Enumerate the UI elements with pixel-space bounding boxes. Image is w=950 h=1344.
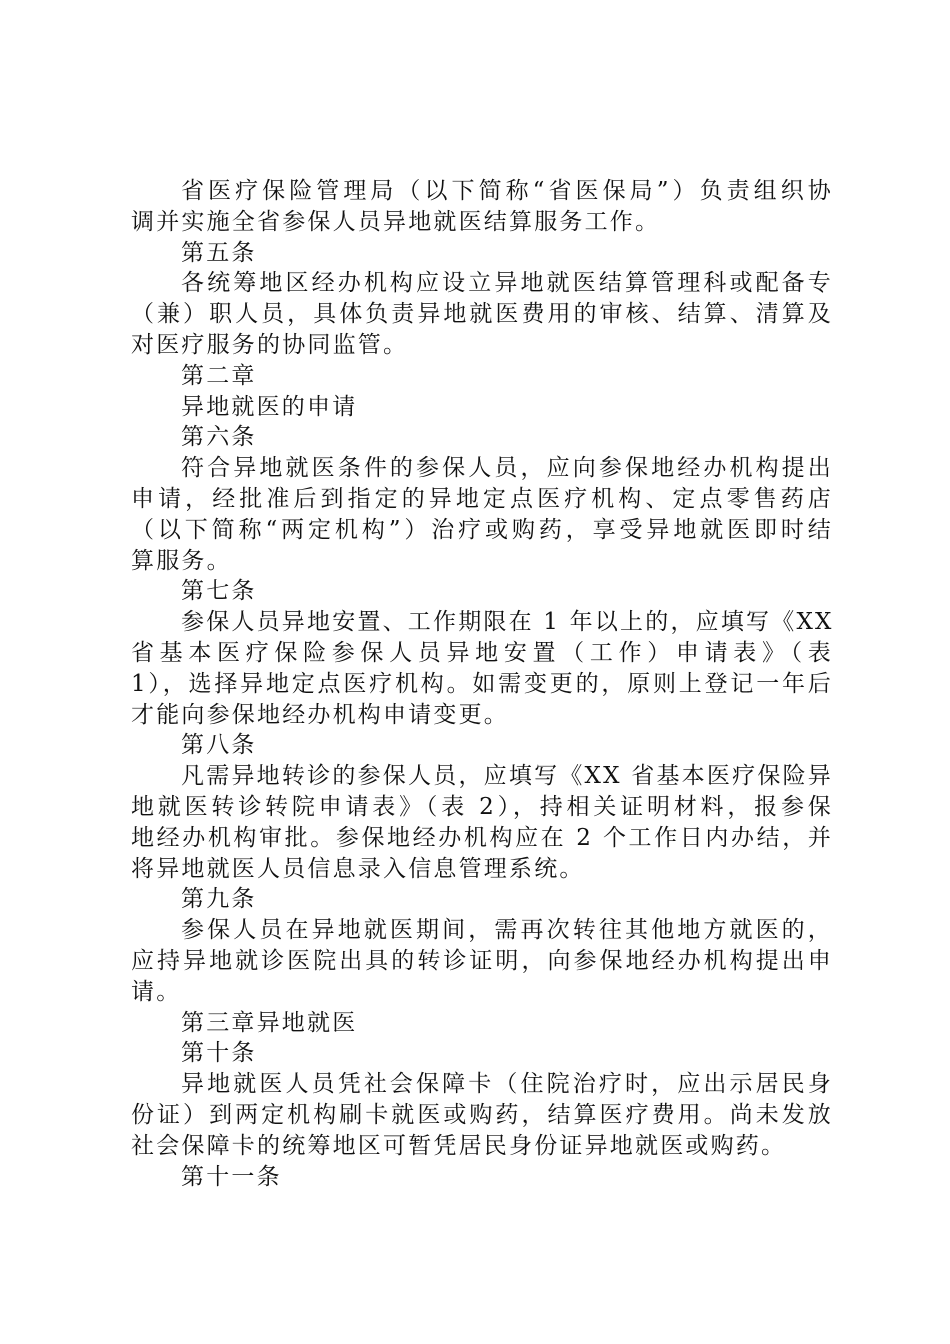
text-line: 1），选择异地定点医疗机构。如需变更的，原则上登记一年后 xyxy=(131,670,833,697)
text-line: 社会保障卡的统筹地区可暂凭居民身份证异地就医或购药。 xyxy=(131,1132,787,1159)
text-line: 地经办机构审批。参保地经办机构应在 2 个工作日内办结，并 xyxy=(131,824,833,851)
text-line: 第五条 xyxy=(181,239,257,266)
document-body xyxy=(131,176,833,1192)
text-line: （以下简称“两定机构”）治疗或购药，享受异地就医即时结 xyxy=(131,516,833,543)
text-line: 异地就医的申请 xyxy=(181,393,358,420)
text-line: 才能向参保地经办机构申请变更。 xyxy=(131,701,509,728)
text-line: 各统筹地区经办机构应设立异地就医结算管理科或配备专 xyxy=(181,270,833,297)
text-line: 申请，经批准后到指定的异地定点医疗机构、定点零售药店 xyxy=(131,485,833,512)
text-line: 调并实施全省参保人员异地就医结算服务工作。 xyxy=(131,208,661,235)
text-line: 份证）到两定机构刷卡就医或购药，结算医疗费用。尚未发放 xyxy=(131,1101,833,1128)
text-line: 算服务。 xyxy=(131,547,232,574)
text-line: 应持异地就诊医院出具的转诊证明，向参保地经办机构提出申 xyxy=(131,947,833,974)
text-line: 请。 xyxy=(131,978,182,1005)
text-line: 第六条 xyxy=(181,424,257,451)
text-line: 将异地就医人员信息录入信息管理系统。 xyxy=(131,855,585,882)
text-line: 第九条 xyxy=(181,886,257,913)
text-line: 对医疗服务的协同监管。 xyxy=(131,331,409,358)
text-line: 省基本医疗保险参保人员异地安置（工作）申请表》（表 xyxy=(131,639,833,666)
text-line: （兼）职人员，具体负责异地就医费用的审核、结算、清算及 xyxy=(131,301,833,328)
text-line: 异地就医人员凭社会保障卡（住院治疗时，应出示居民身 xyxy=(181,1071,833,1098)
text-line: 第二章 xyxy=(181,362,257,389)
text-line: 第十一条 xyxy=(181,1163,282,1190)
text-line: 第七条 xyxy=(181,578,257,605)
text-line: 符合异地就医条件的参保人员，应向参保地经办机构提出 xyxy=(181,455,833,482)
text-line: 凡需异地转诊的参保人员，应填写《XX 省基本医疗保险异 xyxy=(181,763,833,790)
text-line: 参保人员异地安置、工作期限在 1 年以上的，应填写《XX xyxy=(181,609,834,636)
text-line: 地就医转诊转院申请表》（表 2），持相关证明材料，报参保 xyxy=(131,793,833,820)
text-line: 第八条 xyxy=(181,732,257,759)
text-line: 参保人员在异地就医期间，需再次转往其他地方就医的， xyxy=(181,917,833,944)
text-line: 第十条 xyxy=(181,1040,257,1067)
text-line: 省医疗保险管理局（以下简称“省医保局”）负责组织协 xyxy=(181,178,833,204)
text-line: 第三章异地就医 xyxy=(181,1009,358,1036)
